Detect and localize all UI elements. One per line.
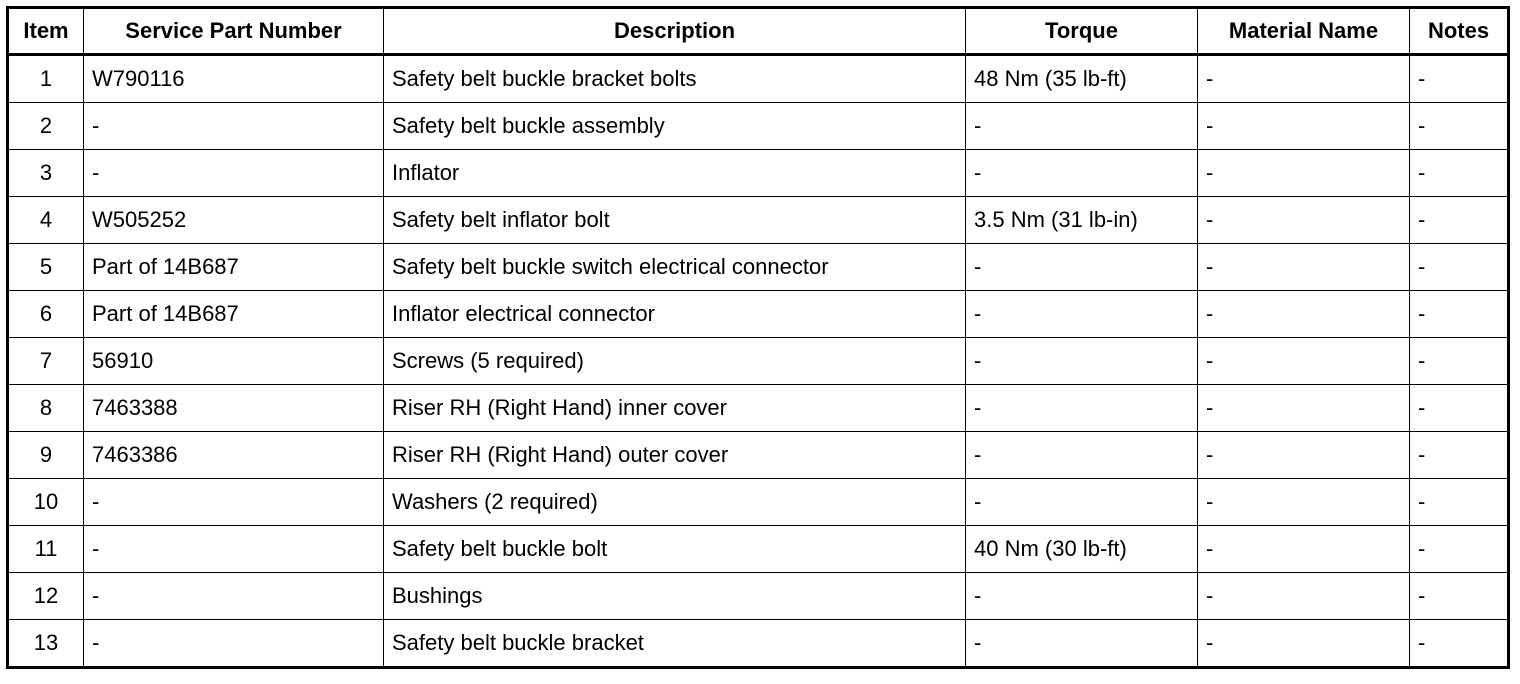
description-cell: Safety belt buckle bracket [384,620,966,668]
part-number-cell: - [84,573,384,620]
torque-cell: 48 Nm (35 lb-ft) [966,55,1198,103]
column-header-notes: Notes [1410,8,1509,55]
header-row [8,8,1509,55]
torque-cell: - [966,620,1198,668]
table-row [8,55,1509,103]
table-row [8,432,1509,479]
column-header-description: Description [384,8,966,55]
table-row [8,103,1509,150]
item-cell: 2 [8,103,84,150]
item-cell: 3 [8,150,84,197]
item-cell: 11 [8,526,84,573]
description-cell: Safety belt buckle bolt [384,526,966,573]
material-name-cell: - [1198,103,1410,150]
description-cell: Inflator electrical connector [384,291,966,338]
column-header-service-part-number: Service Part Number [84,8,384,55]
torque-cell: 3.5 Nm (31 lb-in) [966,197,1198,244]
item-cell: 1 [8,55,84,103]
notes-cell: - [1410,291,1509,338]
part-number-cell: 7463388 [84,385,384,432]
notes-cell: - [1410,55,1509,103]
column-header-item: Item [8,8,84,55]
notes-cell: - [1410,103,1509,150]
description-cell: Riser RH (Right Hand) inner cover [384,385,966,432]
notes-cell: - [1410,197,1509,244]
torque-cell: 40 Nm (30 lb-ft) [966,526,1198,573]
column-header-material-name: Material Name [1198,8,1410,55]
torque-cell: - [966,291,1198,338]
part-number-cell: W505252 [84,197,384,244]
description-cell: Safety belt buckle switch electrical connector [384,244,966,291]
description-cell: Safety belt buckle bracket bolts [384,55,966,103]
material-name-cell: - [1198,55,1410,103]
item-cell: 4 [8,197,84,244]
table-body [8,55,1509,668]
torque-cell: - [966,338,1198,385]
notes-cell: - [1410,479,1509,526]
table-row [8,291,1509,338]
notes-cell: - [1410,385,1509,432]
description-cell: Safety belt inflator bolt [384,197,966,244]
torque-cell: - [966,432,1198,479]
part-number-cell: - [84,103,384,150]
column-header-torque: Torque [966,8,1198,55]
material-name-cell: - [1198,197,1410,244]
material-name-cell: - [1198,479,1410,526]
material-name-cell: - [1198,432,1410,479]
part-number-cell: W790116 [84,55,384,103]
table-row [8,573,1509,620]
item-cell: 7 [8,338,84,385]
notes-cell: - [1410,573,1509,620]
table-row [8,385,1509,432]
part-number-cell: - [84,150,384,197]
description-cell: Inflator [384,150,966,197]
material-name-cell: - [1198,385,1410,432]
material-name-cell: - [1198,244,1410,291]
parts-table [6,6,1510,669]
item-cell: 10 [8,479,84,526]
notes-cell: - [1410,620,1509,668]
material-name-cell: - [1198,526,1410,573]
item-cell: 6 [8,291,84,338]
table-row [8,338,1509,385]
table-row [8,526,1509,573]
notes-cell: - [1410,150,1509,197]
table-row [8,244,1509,291]
part-number-cell: Part of 14B687 [84,244,384,291]
description-cell: Safety belt buckle assembly [384,103,966,150]
description-cell: Washers (2 required) [384,479,966,526]
torque-cell: - [966,103,1198,150]
material-name-cell: - [1198,573,1410,620]
torque-cell: - [966,244,1198,291]
torque-cell: - [966,150,1198,197]
torque-cell: - [966,479,1198,526]
description-cell: Riser RH (Right Hand) outer cover [384,432,966,479]
item-cell: 13 [8,620,84,668]
torque-cell: - [966,385,1198,432]
part-number-cell: - [84,620,384,668]
table-row [8,197,1509,244]
material-name-cell: - [1198,338,1410,385]
part-number-cell: 56910 [84,338,384,385]
material-name-cell: - [1198,620,1410,668]
item-cell: 9 [8,432,84,479]
torque-cell: - [966,573,1198,620]
notes-cell: - [1410,432,1509,479]
description-cell: Screws (5 required) [384,338,966,385]
notes-cell: - [1410,526,1509,573]
notes-cell: - [1410,244,1509,291]
notes-cell: - [1410,338,1509,385]
description-cell: Bushings [384,573,966,620]
item-cell: 5 [8,244,84,291]
part-number-cell: - [84,479,384,526]
part-number-cell: 7463386 [84,432,384,479]
item-cell: 8 [8,385,84,432]
part-number-cell: - [84,526,384,573]
part-number-cell: Part of 14B687 [84,291,384,338]
item-cell: 12 [8,573,84,620]
material-name-cell: - [1198,150,1410,197]
table-row [8,150,1509,197]
material-name-cell: - [1198,291,1410,338]
table-row [8,620,1509,668]
table-row [8,479,1509,526]
